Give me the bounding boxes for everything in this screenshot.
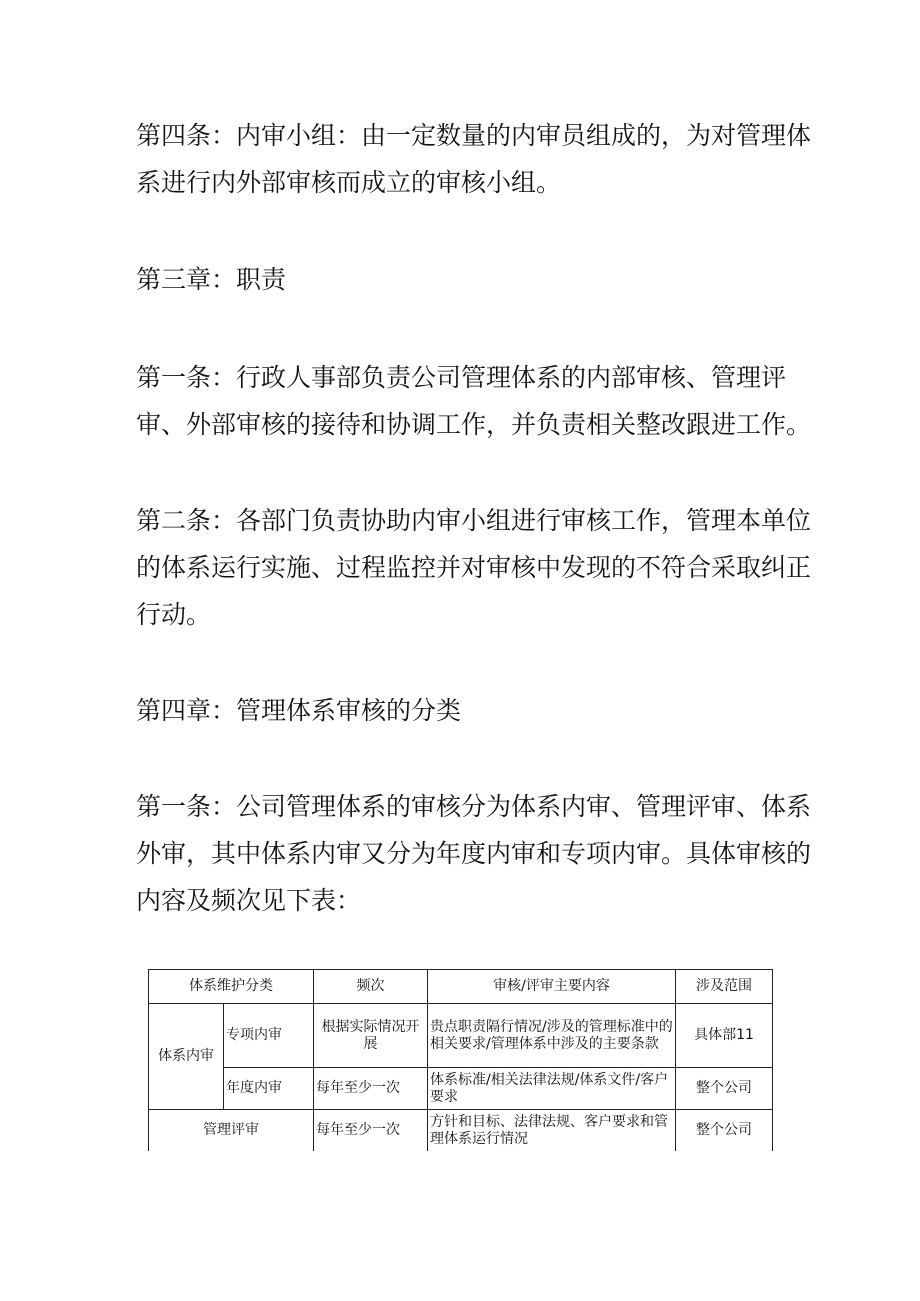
chapter-3-heading — [136, 256, 786, 303]
frequency-cell: 根据实际情况开展 — [314, 1004, 428, 1068]
sub-category-cell: 专项内审 — [224, 1004, 314, 1068]
content-cell: 方针和目标、法律法规、客户要求和管理体系运行情况 — [428, 1110, 676, 1152]
content-cell: 体系标准/相关法律法规/体系文件/客户要求 — [428, 1068, 676, 1110]
table-row — [149, 1004, 773, 1068]
text-line: 的体系运行实施、过程监控并对审核中发现的不符合采取纠正 — [136, 553, 812, 582]
text-line: 系进行内外部审核而成立的审核小组。 — [136, 168, 562, 197]
chapter-3-article-1 — [136, 354, 812, 448]
header-content: 审核/评审主要内容 — [428, 970, 676, 1004]
review-category-cell: 管理评审 — [149, 1110, 314, 1152]
text-line: 第三章：职责 — [136, 265, 287, 294]
scope-cell: 整个公司 — [676, 1110, 773, 1152]
chapter-4-article-1 — [136, 783, 812, 924]
text-line: 第一条：行政人事部负责公司管理体系的内部审核、管理评 — [136, 363, 787, 392]
article-4-internal-audit-team — [136, 112, 812, 206]
header-scope: 涉及范围 — [676, 970, 773, 1004]
table-row — [149, 1110, 773, 1152]
scope-cell: 具体部11 — [676, 1004, 773, 1068]
group-internal-audit: 体系内审 — [149, 1004, 224, 1110]
frequency-cell: 每年至少一次 — [314, 1068, 428, 1110]
table-row — [149, 1068, 773, 1110]
text-line: 外审，其中体系内审又分为年度内审和专项内审。具体审核的 — [136, 839, 812, 868]
frequency-cell: 每年至少一次 — [314, 1110, 428, 1152]
text-line: 行动。 — [136, 600, 212, 629]
text-line: 审、外部审核的接待和协调工作，并负责相关整改跟进工作。 — [136, 410, 812, 439]
text-line: 第一条：公司管理体系的审核分为体系内审、管理评审、体系 — [136, 792, 812, 821]
chapter-3-article-2 — [136, 497, 812, 638]
text-line: 第四条：内审小组：由一定数量的内审员组成的，为对管理体 — [136, 121, 812, 150]
chapter-4-heading — [136, 687, 786, 734]
scope-cell: 整个公司 — [676, 1068, 773, 1110]
text-line: 第二条：各部门负责协助内审小组进行审核工作，管理本单位 — [136, 506, 812, 535]
header-frequency: 频次 — [314, 970, 428, 1004]
text-line: 第四章：管理体系审核的分类 — [136, 696, 462, 725]
content-cell: 贵点职责隔行情况/涉及的管理标准中的相关要求/管理体系中涉及的主要条款 — [428, 1004, 676, 1068]
text-line: 内容及频次见下表： — [136, 886, 362, 915]
audit-classification-table — [148, 969, 773, 1151]
header-category: 体系维护分类 — [149, 970, 314, 1004]
sub-category-cell: 年度内审 — [224, 1068, 314, 1110]
table-header-row — [149, 970, 773, 1004]
